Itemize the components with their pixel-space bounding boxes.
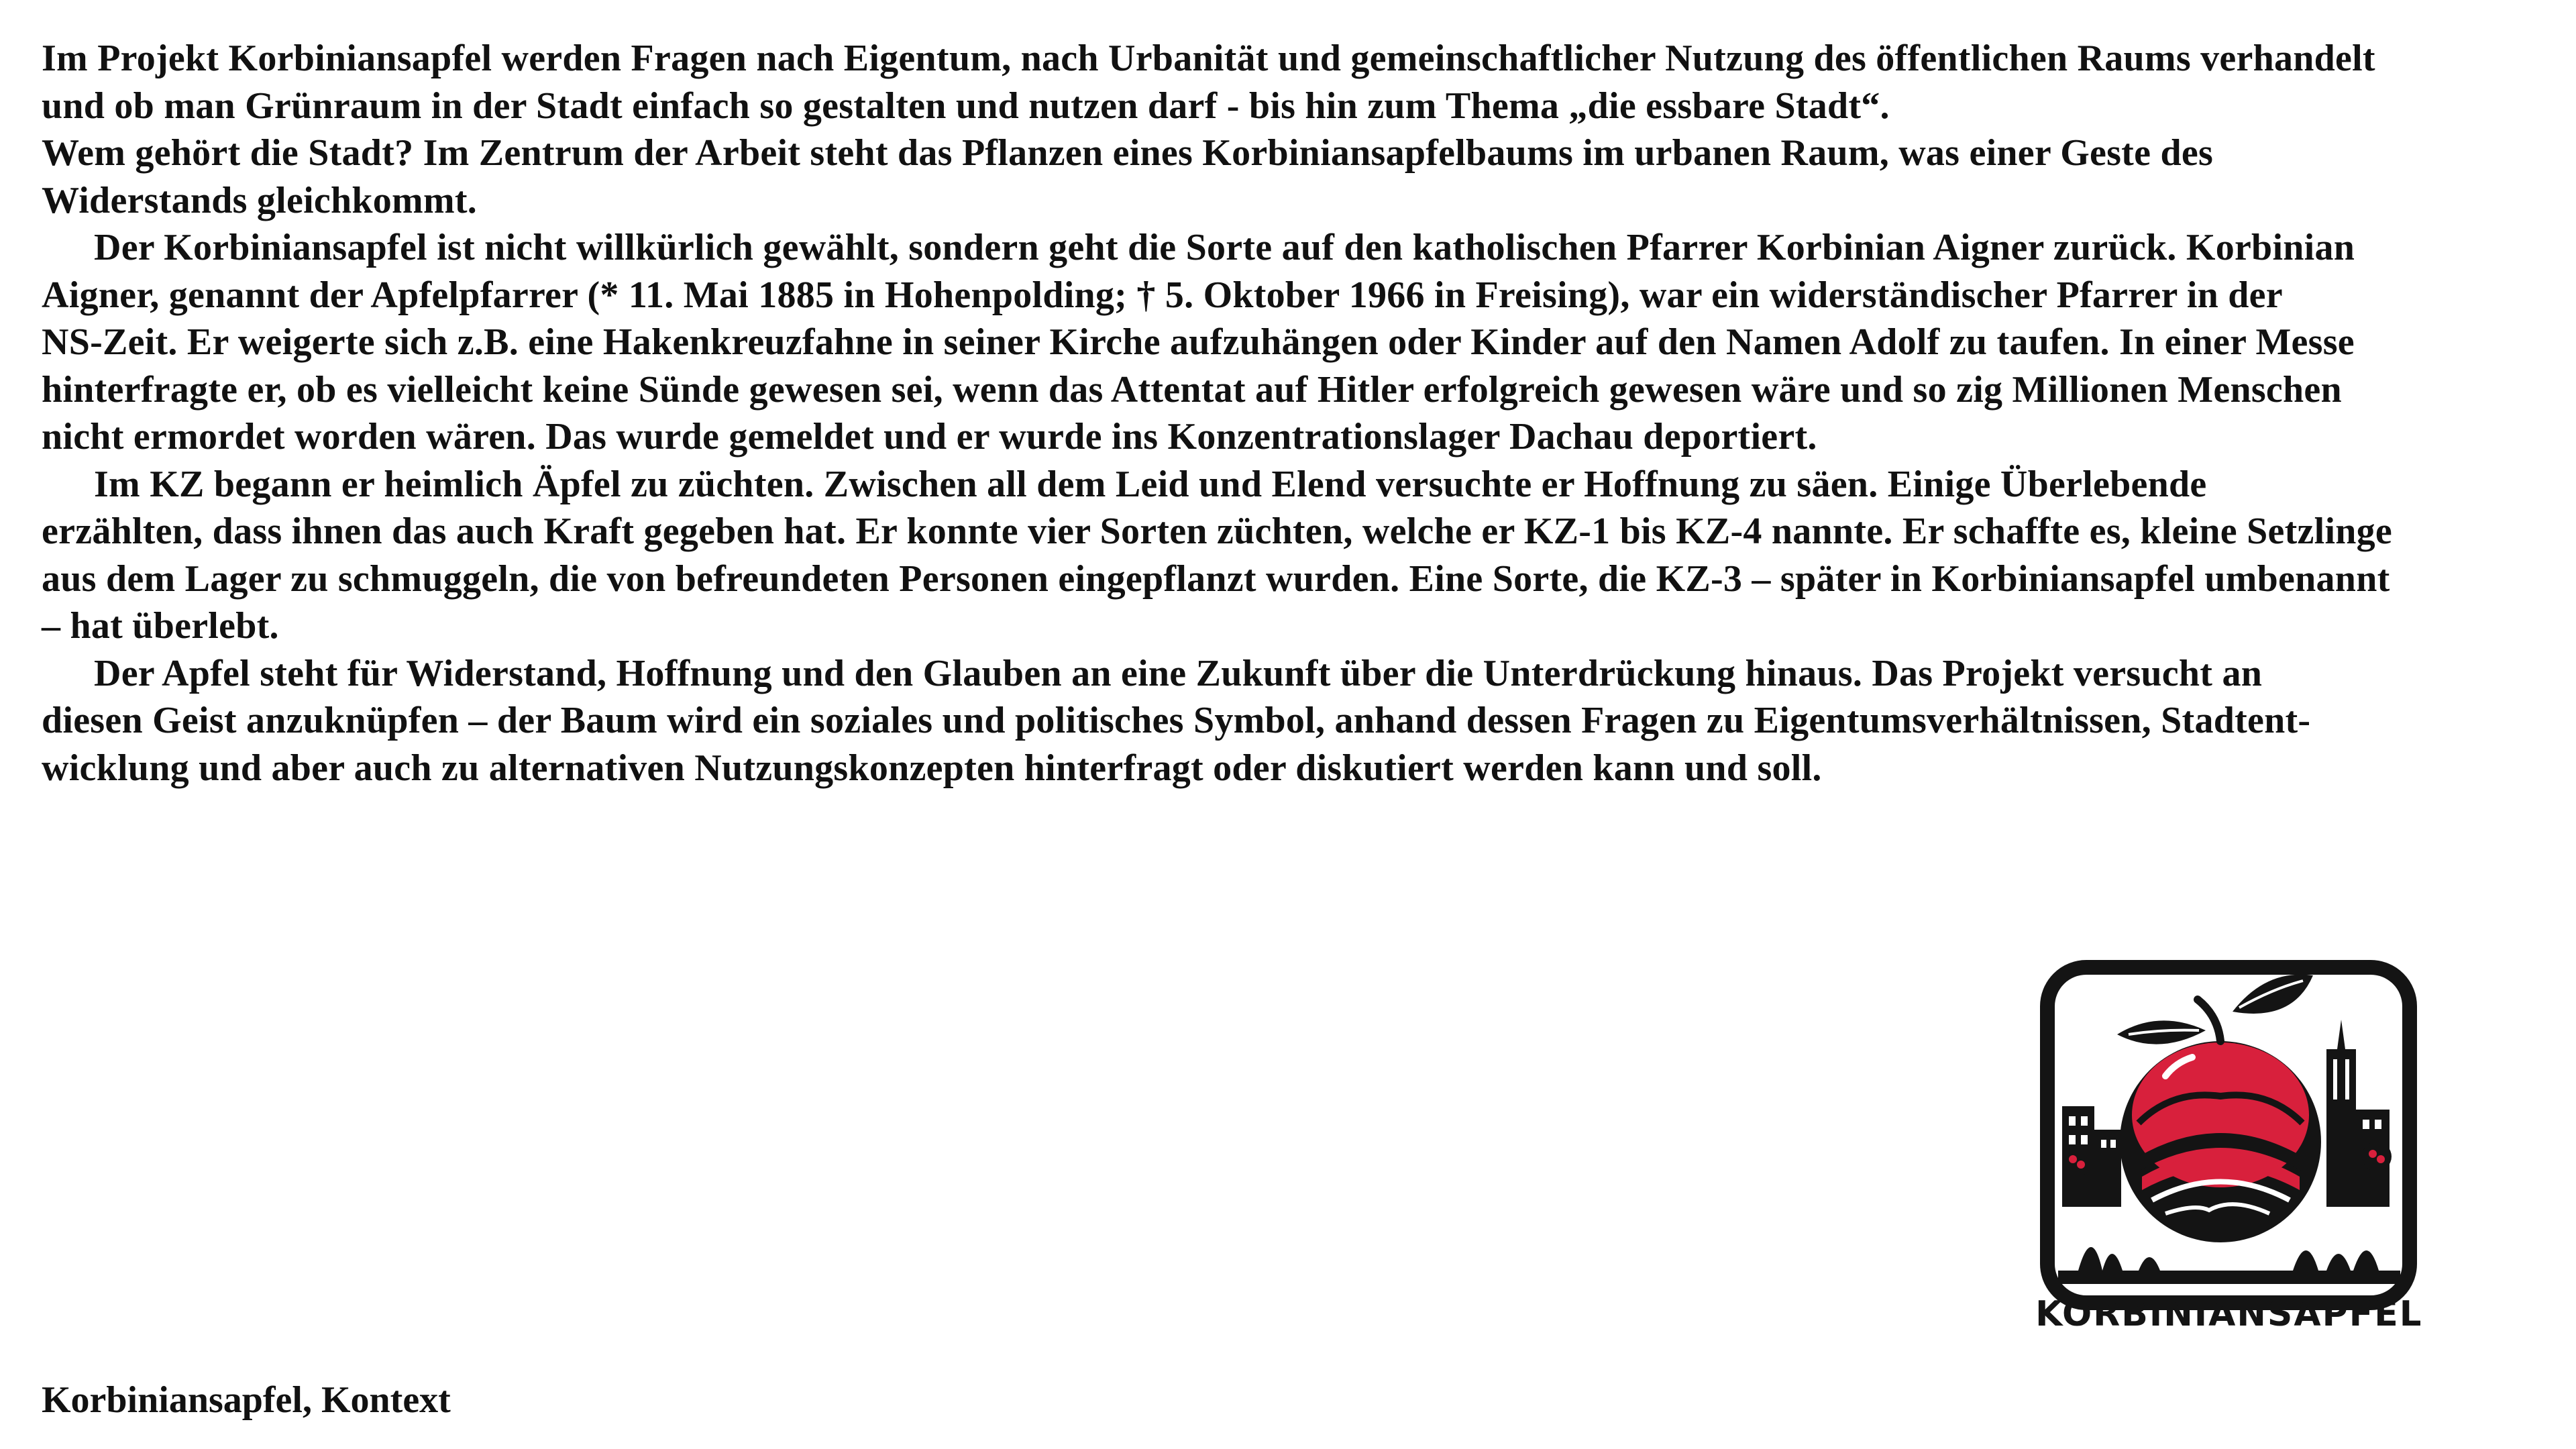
korbiniansapfel-logo	[2038, 955, 2420, 1338]
article-line: NS-Zeit. Er weigerte sich z.B. eine Hakenkreuzfahne in seiner Kirche aufzuhängen oder Kinder auf den Namen Adolf zu taufen. In einer Messe	[42, 321, 2355, 363]
article-line: Der Korbiniansapfel ist nicht willkürlich gewählt, sondern geht die Sorte auf den katholischen Pfarrer Korbinian Aigner zurück. Korbinian	[94, 227, 2355, 268]
article-line: aus dem Lager zu schmuggeln, die von befreundeten Personen eingepflanzt wurden. Eine Sorte, die KZ-3 – später in Korbiniansapfel umbenannt	[42, 557, 2390, 600]
article-line: nicht ermordet worden wären. Das wurde gemeldet und er wurde ins Konzentrationslager Dachau deportiert.	[42, 416, 1817, 458]
article-line: Im Projekt Korbiniansapfel werden Fragen nach Eigentum, nach Urbanität und gemeinschaftlicher Nutzung des öffentlichen Raums verhandelt	[42, 38, 2375, 79]
article-line: diesen Geist anzuknüpfen – der Baum wird ein soziales und politisches Symbol, anhand dessen Fragen zu Eigentumsverhältnissen, Stadtent-	[42, 700, 2311, 741]
figure-caption: Korbiniansapfel, Kontext	[42, 1379, 451, 1421]
logo-label: KORBINIANSAPFEL	[2038, 1294, 2420, 1334]
article-line: erzählten, dass ihnen das auch Kraft gegeben hat. Er konnte vier Sorten züchten, welche er KZ-1 bis KZ-4 nannte. Er schaffte es, kleine Setzlinge	[42, 511, 2393, 552]
article-line: Der Apfel steht für Widerstand, Hoffnung und den Glauben an eine Zukunft über die Unterdrückung hinaus. Das Projekt versucht an	[94, 652, 2263, 694]
apple-linocut-icon	[2038, 955, 2420, 1338]
article-line: Widerstands gleichkommt.	[42, 179, 477, 221]
article-line: wicklung und aber auch zu alternativen Nutzungskonzepten hinterfragt oder diskutiert werden kann und soll.	[42, 747, 1822, 789]
article-text	[42, 35, 2564, 792]
article-line: Wem gehört die Stadt? Im Zentrum der Arbeit steht das Pflanzen eines Korbiniansapfelbaums im urbanen Raum, was einer Geste des	[42, 132, 2213, 174]
article-line: Aigner, genannt der Apfelpfarrer (* 11. Mai 1885 in Hohenpolding; † 5. Oktober 1966 in Freising), war ein widerständischer Pfarrer in der	[42, 274, 2283, 316]
article-line: hinterfragte er, ob es vielleicht keine Sünde gewesen sei, wenn das Attentat auf Hitler erfolgreich gewesen wäre und so zig Millionen Menschen	[42, 368, 2342, 411]
article-line: und ob man Grünraum in der Stadt einfach so gestalten und nutzen darf - bis hin zum Thema „die essbare Stadt“.	[42, 85, 1890, 127]
article-line: – hat überlebt.	[42, 605, 279, 647]
article-line: Im KZ begann er heimlich Äpfel zu züchten. Zwischen all dem Leid und Elend versuchte er Hoffnung zu säen. Einige Überlebende	[94, 463, 2207, 505]
